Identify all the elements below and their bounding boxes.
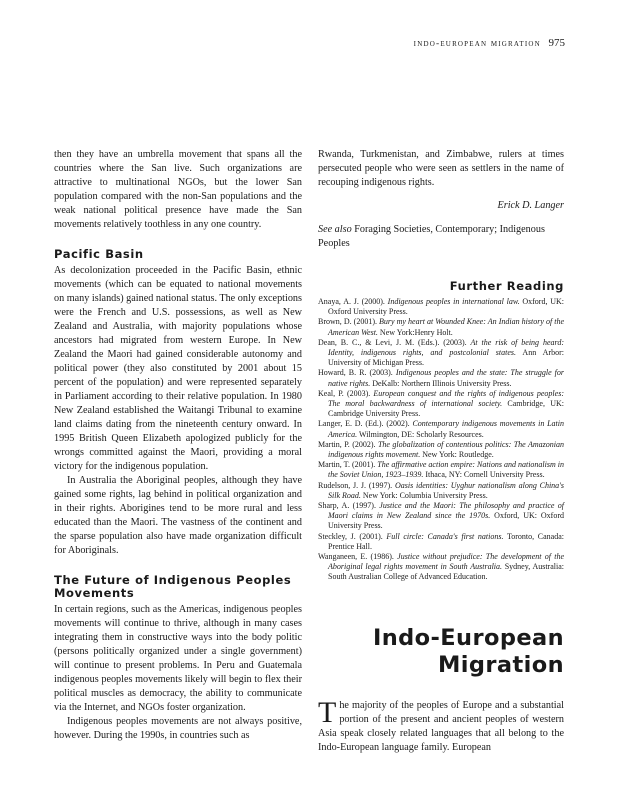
drop-cap: T	[318, 695, 337, 729]
author-signature: Erick D. Langer	[497, 200, 564, 211]
entry-first-paragraph: he majority of the peoples of Europe and a substantial portion of the present and ancient peoples of western Asia speak closely related languages that all belong to the Indo-European language family. European	[318, 699, 564, 753]
entry-title	[318, 625, 564, 679]
reference-item: Martin, P. (2002). The globalization of contentious politics: The Amazonian indigenous rights movement. New York: Routledge.	[318, 439, 565, 460]
reference-item: Wanganeen, E. (1986). Justice without prejudice: The development of the Aboriginal legal rights movement in South Australia. Sydney, Australia: South Australian College of Advanced Education.	[318, 552, 565, 582]
reference-item: Howard, B. R. (2003). Indigenous peoples and the state: The struggle for native rights. DeKalb: Northern Illinois University Press.	[318, 368, 565, 388]
running-head	[414, 37, 565, 49]
continuation-paragraph: Rwanda, Turkmenistan, and Zimbabwe, rulers at times persecuted people who were seen as settlers in the name of recouping indigenous rights.	[318, 149, 564, 188]
see-also-links[interactable]: Foraging Societies, Contemporary; Indigenous Peoples	[318, 224, 545, 249]
see-also-lead: See also	[318, 224, 352, 235]
reference-item: Anaya, A. J. (2000). Indigenous peoples in international law. Oxford, UK: Oxford University Press.	[318, 297, 564, 317]
section-heading-pacific-basin: Pacific Basin	[54, 247, 144, 261]
pacific-basin-paragraph-1: As decolonization proceeded in the Pacific Basin, ethnic movements (which can be equated to national movements on many islands) gained national status. The only exceptions were the French and U.S. possessions, as well as New Zealand and Australia, with majority populations whose ancestors had migrated from western Europe. In New Zealand the Maori had gained considerable autonomy and political power (they also constituted by 2001 about 15 percent of the population) and were represented separately in Parliament according to their relative population. In 1980 New Zealand established the Waitangi Tribunal to examine land claims dating from the nineteenth century onward. In 1995 British Queen Elizabeth apologized publicly for the wrongs committed against the Maori, providing a moral victory for the indigenous population.	[54, 265, 302, 472]
page-number: 975	[548, 37, 565, 49]
right-column	[318, 148, 564, 755]
entry-title-line-2: Migration	[437, 651, 564, 678]
left-column	[54, 148, 302, 743]
section-heading-future: The Future of Indigenous Peoples Movements	[54, 573, 292, 600]
reference-item: Martin, T. (2001). The affirmative action empire: Nations and nationalism in the Soviet Union, 1923–1939. Ithaca, NY: Cornell University Press.	[318, 460, 564, 480]
future-paragraph-1: In certain regions, such as the Americas, indigenous peoples movements will continue to thrive, although in many cases integrating them in constructive ways into the body politic (persons politically organized under a single government) will continue to present problems. In Peru and Guatemala indigenous peoples movements likely will begin to flex their political muscles as democracy, the ability to communicate via the Internet, and NGOs foster organization.	[54, 604, 302, 713]
future-paragraph-2: Indigenous peoples movements are not always positive, however. During the 1990s, in countries such as	[54, 716, 302, 741]
running-head-title: indo-european migration	[413, 39, 541, 49]
see-also	[318, 223, 564, 251]
entry-opening	[318, 695, 564, 755]
entry-title-line-1: Indo-European	[372, 624, 564, 651]
reference-item: Langer, E. D. (Ed.). (2002). Contemporary indigenous movements in Latin America. Wilmington, DE: Scholarly Resources.	[318, 419, 564, 439]
intro-paragraph: then they have an umbrella movement that spans all the countries where the San live. Such organizations are attractive to multinational NGOs, but the lower San population compared with the non-San populations and the weak national political presence have made the San movements relatively toothless in any one country.	[54, 149, 302, 230]
reference-item: Steckley, J. (2001). Full circle: Canada's first nations. Toronto, Canada: Prentice Hall.	[318, 531, 565, 551]
further-reading-heading: Further Reading	[449, 279, 564, 293]
reference-list	[318, 297, 564, 583]
reference-item: Rudelson, J. J. (1997). Oasis identities: Uyghur nationalism along China's Silk Road. New York: Columbia University Press.	[318, 480, 564, 500]
reference-item: Brown, D. (2001). Bury my heart at Wounded Knee: An Indian history of the American West. New York:Henry Holt.	[318, 317, 564, 337]
reference-item: Keal, P. (2003). European conquest and the rights of indigenous peoples: The moral backwardness of international society. Cambridge, UK: Cambridge University Press.	[318, 388, 564, 419]
reference-item: Dean, B. C., & Levi, J. M. (Eds.). (2003). At the risk of being heard: Identity, indigenous rights, and postcolonial states. Ann Arbor: University of Michigan Press.	[318, 337, 564, 368]
reference-item: Sharp, A. (1997). Justice and the Maori: The philosophy and practice of Maori claims in New Zealand since the 1970s. Oxford, UK: Oxford University Press.	[318, 501, 564, 531]
pacific-basin-paragraph-2: In Australia the Aboriginal peoples, although they have gained some rights, lag behind in political organization and in their rights. Aborigines tend to be more rural and less educated than the Maori. The vastness of the continent and the sparse population also have made organization difficult for Aboriginals.	[54, 475, 302, 556]
